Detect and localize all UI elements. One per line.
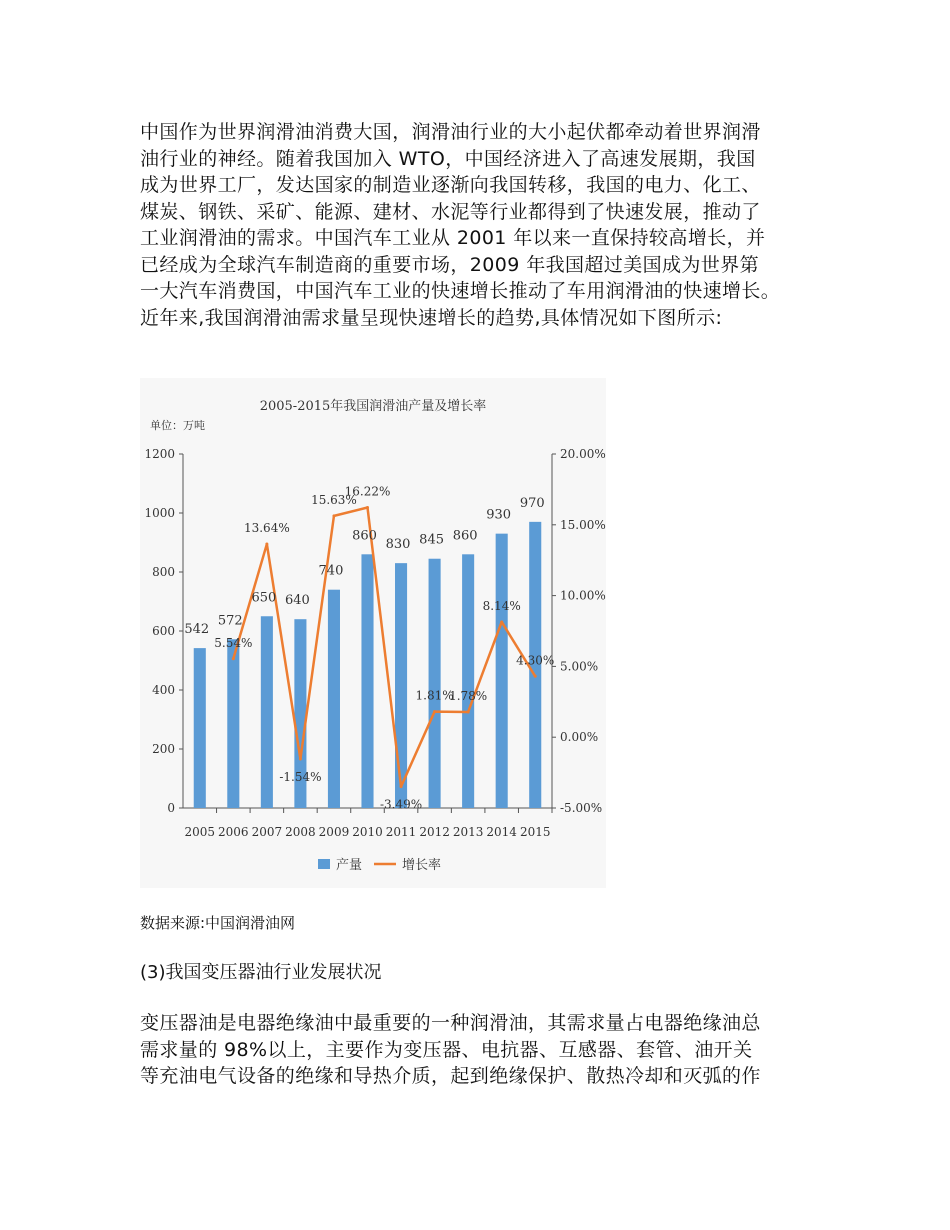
left-tick-label: 400: [152, 683, 175, 697]
growth-rate-label: 4.30%: [516, 653, 555, 668]
x-tick-label: 2010: [352, 825, 383, 839]
growth-rate-label: 1.81%: [415, 688, 454, 703]
x-tick-label: 2011: [385, 825, 417, 839]
section-heading: (3)我国变压器油行业发展状况: [140, 962, 382, 983]
x-tick-label: 2014: [486, 825, 517, 839]
growth-rate-point: [433, 710, 436, 713]
bar: [361, 554, 373, 808]
right-tick-label: 5.00%: [560, 659, 599, 674]
left-tick-label: 0: [167, 801, 175, 815]
growth-rate-label: 1.78%: [449, 688, 488, 703]
transformer-oil-paragraph: [140, 1010, 830, 1090]
data-source-note: 数据来源:中国润滑油网: [140, 914, 296, 932]
growth-rate-label: 15.63%: [311, 492, 357, 507]
legend-line-label: 增长率: [402, 858, 442, 873]
left-tick-label: 1200: [144, 447, 175, 461]
text-line: 一大汽车消费国，中国汽车工业的快速增长推动了车用润滑油的快速增长。: [140, 280, 781, 302]
bar: [261, 616, 273, 808]
text-line: 油行业的神经。随着我国加入 WTO，中国经济进入了高速发展期，我国: [140, 147, 756, 170]
right-tick-label: 15.00%: [560, 517, 606, 532]
growth-rate-label: -3.49%: [379, 797, 423, 812]
left-tick-label: 600: [152, 624, 175, 638]
growth-rate-label: 8.14%: [482, 598, 521, 613]
right-tick-label: 10.00%: [560, 588, 606, 603]
bar-value-label: 572: [217, 613, 243, 629]
lubricant-output-chart: [140, 378, 606, 888]
bar-value-label: 930: [486, 507, 512, 523]
growth-rate-point: [332, 514, 335, 517]
bar-value-label: 970: [519, 495, 545, 511]
growth-rate-point: [366, 506, 369, 509]
growth-rate-point: [299, 758, 302, 761]
text-line: 等充油电气设备的绝缘和导热介质，起到绝缘保护、散热冷却和灭弧的作: [140, 1065, 761, 1087]
x-tick-label: 2008: [285, 825, 316, 839]
bar-value-label: 845: [419, 532, 445, 548]
growth-rate-point: [500, 620, 503, 623]
bar: [328, 590, 340, 808]
text-line: 中国作为世界润滑油消费大国，润滑油行业的大小起伏都牵动着世界润滑: [140, 121, 761, 143]
text-line: 工业润滑油的需求。中国汽车工业从 2001 年以来一直保持较高增长，并: [140, 227, 766, 249]
x-tick-label: 2012: [419, 825, 450, 839]
left-tick-label: 1000: [144, 506, 175, 520]
bar-value-label: 542: [184, 622, 210, 638]
bar-value-label: 640: [284, 593, 310, 609]
bar: [395, 563, 407, 808]
right-tick-label: 0.00%: [560, 730, 599, 745]
text-line: 变压器油是电器绝缘油中最重要的一种润滑油，其需求量占电器绝缘油总: [140, 1012, 761, 1034]
x-tick-label: 2007: [251, 825, 283, 839]
chart-title: 2005-2015年我国润滑油产量及增长率: [259, 399, 487, 414]
bar-value-label: 830: [385, 537, 411, 553]
chart-unit-label: 单位：万吨: [150, 419, 205, 432]
right-tick-label: 20.00%: [560, 447, 606, 461]
x-tick-label: 2015: [519, 825, 551, 839]
growth-rate-point: [534, 675, 537, 678]
bar-value-label: 860: [452, 528, 478, 544]
x-tick-label: 2013: [452, 825, 484, 839]
bar: [429, 559, 441, 808]
legend-bar-label: 产量: [336, 858, 363, 873]
intro-paragraph: [140, 119, 830, 331]
x-tick-label: 2005: [184, 825, 216, 839]
text-line: 近年来,我国润滑油需求量呈现快速增长的趋势,具体情况如下图所示:: [140, 306, 723, 329]
legend-bar-swatch: [318, 859, 330, 869]
x-tick-label: 2009: [318, 825, 350, 839]
growth-rate-point: [467, 710, 470, 713]
growth-rate-label: 16.22%: [344, 484, 391, 499]
text-line: 成为世界工厂，发达国家的制造业逐渐向我国转移，我国的电力、化工、: [140, 174, 761, 196]
bar-value-label: 650: [251, 590, 277, 606]
growth-rate-point: [265, 543, 268, 546]
growth-rate-label: -1.54%: [279, 770, 322, 785]
text-line: 煤炭、钢铁、采矿、能源、建材、水泥等行业都得到了快速发展，推动了: [140, 200, 761, 223]
text-line: 已经成为全球汽车制造商的重要市场，2009 年我国超过美国成为世界第: [140, 253, 759, 276]
growth-rate-point: [232, 657, 235, 660]
bar-value-label: 740: [318, 563, 344, 579]
growth-rate-label: 5.54%: [214, 635, 253, 650]
bar: [462, 554, 474, 808]
bar: [227, 639, 239, 808]
x-tick-label: 2006: [218, 825, 249, 839]
left-tick-label: 200: [152, 742, 175, 756]
text-line: 需求量的 98%以上，主要作为变压器、电抗器、互感器、套管、油开关: [140, 1038, 753, 1061]
bar-value-label: 860: [352, 528, 377, 544]
right-tick-label: -5.00%: [560, 801, 603, 815]
left-tick-label: 800: [152, 565, 175, 579]
growth-rate-point: [400, 785, 403, 788]
bar: [194, 648, 206, 808]
bar: [496, 534, 508, 808]
growth-rate-label: 13.64%: [243, 521, 290, 536]
